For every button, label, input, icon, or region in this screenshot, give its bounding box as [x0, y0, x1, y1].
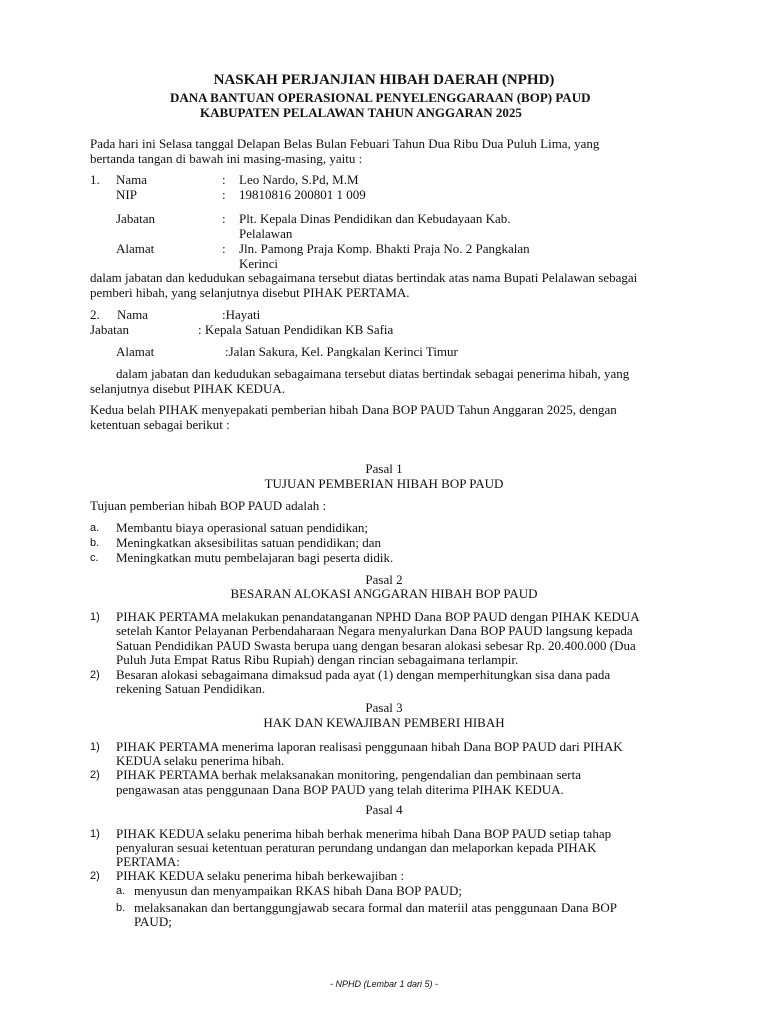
party-2-nama-label: Nama: [117, 307, 149, 322]
pasal-3-heading: Pasal 3: [365, 700, 403, 715]
party-1-jabatan-value-2: Pelalawan: [239, 226, 293, 241]
party-1-nip-label: NIP: [116, 187, 137, 202]
pasal-2-item-1-line-3: Satuan Pendidikan PAUD Swasta berupa uang dengan besaran alokasi sebesar Rp. 20.400.000 (Dua: [116, 638, 636, 653]
pasal-1-item-a-marker: a.: [90, 522, 100, 534]
pasal-3-item-1-marker: 1): [90, 741, 100, 753]
pasal-2-item-1-line-1: PIHAK PERTAMA melakukan penandatanganan NPHD Dana BOP PAUD dengan PIHAK KEDUA: [116, 609, 640, 624]
intro-line-2: bertanda tangan di bawah ini masing-masing, yaitu :: [90, 151, 363, 166]
party-1-jabatan-colon: :: [222, 211, 226, 226]
pasal-3-item-2-line-1: PIHAK PERTAMA berhak melaksanakan monitoring, pengendalian dan pembinaan serta: [116, 767, 581, 782]
party-1-nama-value: Leo Nardo, S.Pd, M.M: [239, 172, 359, 187]
pasal-1-item-c-marker: c.: [90, 552, 99, 564]
party-1-statement-1: dalam jabatan dan kedudukan sebagaimana tersebut diatas bertindak atas nama Bupati Pelalawan sebagai: [90, 270, 638, 285]
pasal-3-item-1-line-1: PIHAK PERTAMA menerima laporan realisasi penggunaan hibah Dana BOP PAUD dari PIHAK: [116, 739, 623, 754]
agreement-line-1: Kedua belah PIHAK menyepakati pemberian hibah Dana BOP PAUD Tahun Anggaran 2025, dengan: [90, 402, 617, 417]
document-subtitle-2: KABUPATEN PELALAWAN TAHUN ANGGARAN 2025: [200, 105, 522, 120]
party-1-alamat-colon: :: [222, 241, 226, 256]
pasal-1-intro: Tujuan pemberian hibah BOP PAUD adalah :: [90, 498, 327, 513]
party-1-nip-colon: :: [222, 187, 226, 202]
intro-line-1: Pada hari ini Selasa tanggal Delapan Belas Bulan Febuari Tahun Dua Ribu Dua Puluh Lima, yang: [90, 136, 600, 151]
pasal-3-item-1-line-2: KEDUA selaku penerima hibah.: [116, 753, 285, 768]
party-2-statement-2: selanjutnya disebut PIHAK KEDUA.: [90, 381, 285, 396]
pasal-1-item-b: Meningkatkan aksesibilitas satuan pendidikan; dan: [116, 535, 381, 550]
pasal-2-item-2-line-2: rekening Satuan Pendidikan.: [116, 681, 266, 696]
party-2-alamat-label: Alamat: [116, 344, 155, 359]
party-1-jabatan-label: Jabatan: [116, 211, 155, 226]
pasal-4-item-2-text: PIHAK KEDUA selaku penerima hibah berkewajiban :: [116, 868, 405, 883]
pasal-4-item-1-line-1: PIHAK KEDUA selaku penerima hibah berhak menerima hibah Dana BOP PAUD setiap tahap: [116, 826, 612, 841]
pasal-2-item-2-marker: 2): [90, 669, 100, 681]
pasal-2-title: BESARAN ALOKASI ANGGARAN HIBAH BOP PAUD: [230, 586, 538, 601]
agreement-line-2: ketentuan sebagai berikut :: [90, 417, 230, 432]
page-footer: - NPHD (Lembar 1 dari 5) -: [329, 979, 439, 989]
pasal-2-item-1-marker: 1): [90, 611, 100, 623]
party-1-alamat-label: Alamat: [116, 241, 155, 256]
party-2-jabatan-label: Jabatan: [90, 322, 129, 337]
party-1-number: 1.: [90, 172, 100, 187]
party-2-statement-1: dalam jabatan dan kedudukan sebagaimana tersebut diatas bertindak sebagai penerima hibah, yang: [116, 366, 630, 381]
pasal-3-item-2-marker: 2): [90, 769, 100, 781]
pasal-3-title: HAK DAN KEWAJIBAN PEMBERI HIBAH: [263, 715, 505, 730]
pasal-2-item-1-line-2: setelah Kantor Pelayanan Perbendaharaan Negara menyalurkan Dana BOP PAUD langsung kepada: [116, 623, 633, 638]
party-1-nama-label: Nama: [116, 172, 148, 187]
pasal-2-item-1-line-4: Puluh Juta Empat Ratus Ribu Rupiah) dengan rincian sebagaimana terlampir.: [116, 652, 519, 667]
party-1-nama-colon: :: [222, 172, 226, 187]
pasal-4-sub-a-marker: a.: [116, 885, 126, 897]
pasal-4-item-1-line-2: penyaluran sesuai ketentuan peraturan perundang undangan dan melaporkan kepada PIHAK: [116, 840, 597, 855]
pasal-1-title: TUJUAN PEMBERIAN HIBAH BOP PAUD: [264, 476, 504, 491]
pasal-2-item-2-line-1: Besaran alokasi sebagaimana dimaksud pada ayat (1) dengan memperhitungkan sisa dana pada: [116, 667, 611, 682]
party-1-statement-2: pemberi hibah, yang selanjutnya disebut PIHAK PERTAMA.: [90, 285, 410, 300]
pasal-4-sub-a-text: menyusun dan menyampaikan RKAS hibah Dana BOP PAUD;: [134, 883, 462, 898]
pasal-1-item-b-marker: b.: [90, 537, 100, 549]
party-2-jabatan-value: : Kepala Satuan Pendidikan KB Safia: [198, 322, 394, 337]
party-1-alamat-value-2: Kerinci: [239, 256, 278, 271]
pasal-4-item-1-line-3: PERTAMA:: [116, 854, 180, 869]
pasal-1-item-a: Membantu biaya operasional satuan pendidikan;: [116, 520, 368, 535]
pasal-4-sub-b-line-2: PAUD;: [134, 914, 172, 929]
party-1-alamat-value-1: Jln. Pamong Praja Komp. Bhakti Praja No. 2 Pangkalan: [239, 241, 530, 256]
party-1-nip-value: 19810816 200801 1 009: [239, 187, 366, 202]
pasal-1-item-c: Meningkatkan mutu pembelajaran bagi peserta didik.: [116, 550, 394, 565]
pasal-4-sub-b-line-1: melaksanakan dan bertanggungjawab secara formal dan materiil atas penggunaan Dana BOP: [134, 900, 617, 915]
pasal-4-sub-b-marker: b.: [116, 902, 126, 914]
pasal-2-heading: Pasal 2: [365, 572, 403, 587]
pasal-4-item-1-marker: 1): [90, 828, 100, 840]
party-2-alamat-value: :Jalan Sakura, Kel. Pangkalan Kerinci Timur: [225, 344, 458, 359]
pasal-3-item-2-line-2: pengawasan atas penggunaan Dana BOP PAUD yang telah diterima PIHAK KEDUA.: [116, 782, 564, 797]
pasal-4-item-2-marker: 2): [90, 870, 100, 882]
pasal-1-heading: Pasal 1: [365, 461, 403, 476]
party-2-number: 2.: [90, 307, 100, 322]
pasal-4-heading: Pasal 4: [365, 802, 403, 817]
document-subtitle-1: DANA BANTUAN OPERASIONAL PENYELENGGARAAN (BOP) PAUD: [170, 90, 591, 105]
document-title: NASKAH PERJANJIAN HIBAH DAERAH (NPHD): [213, 72, 555, 88]
party-1-jabatan-value-1: Plt. Kepala Dinas Pendidikan dan Kebudayaan Kab.: [239, 211, 511, 226]
party-2-nama-value: :Hayati: [222, 307, 261, 322]
